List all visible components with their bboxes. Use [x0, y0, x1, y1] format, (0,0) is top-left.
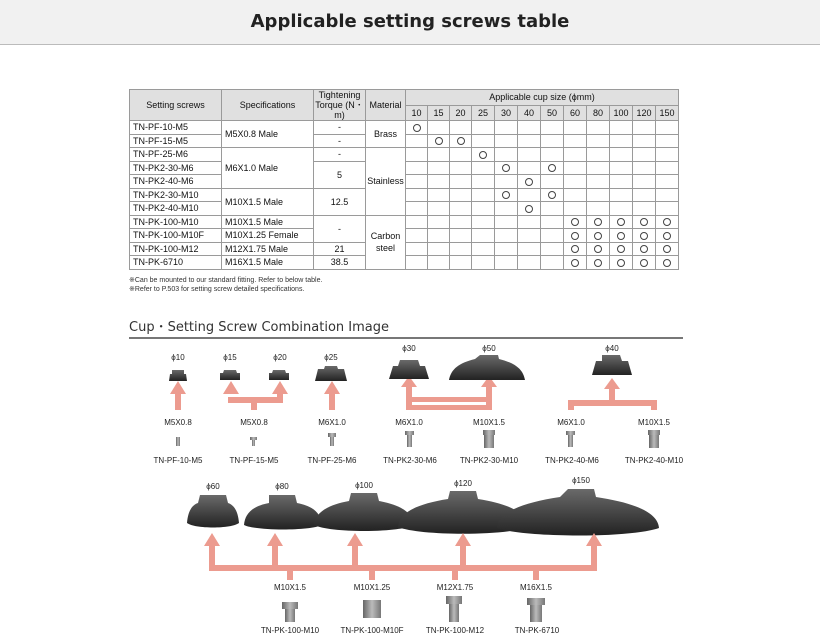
header-torque: Tightening Torque (N・m): [315, 90, 364, 120]
screw-label: TN-PF-25-M6: [307, 456, 357, 465]
material-cell: Carbon steel: [366, 215, 406, 269]
note-mounting: ※Can be mounted to our standard fitting. Refer to below table.: [129, 277, 323, 284]
torque-cell: -: [314, 134, 366, 148]
spec-cell: M10X1.5 Male: [222, 188, 314, 215]
header-material: Material: [366, 90, 406, 121]
cup-size-header: 40: [518, 105, 541, 121]
screw-name: TN-PF-10-M5: [130, 121, 222, 135]
cup-label-40: ϕ40: [605, 344, 619, 353]
screw-label: TN-PK-100-M10: [260, 626, 320, 635]
cup-size-header: 25: [472, 105, 495, 121]
torque-cell: 21: [314, 242, 366, 256]
cup-label-30: ϕ30: [402, 344, 416, 353]
torque-cell: 5: [314, 161, 366, 188]
thread-label: M10X1.25: [353, 583, 391, 592]
cup-label-20: ϕ20: [273, 353, 287, 362]
header-specifications: Specifications: [222, 90, 314, 121]
row1-thread-labels: [164, 418, 670, 427]
spec-cell: M6X1.0 Male: [222, 148, 314, 189]
note-reference: ※Refer to P.503 for setting screw detailed specifications.: [129, 286, 305, 293]
torque-cell: -: [314, 215, 366, 242]
cup-label-50: ϕ50: [482, 344, 496, 353]
screw-name: TN-PK-6710: [130, 256, 222, 270]
cup-label-100: ϕ100: [355, 481, 373, 490]
screw-label: TN-PF-15-M5: [229, 456, 279, 465]
screw-name: TN-PK2-40-M6: [130, 175, 222, 189]
section-title: Cup・Setting Screw Combination Image: [129, 316, 683, 339]
cup-label-150: ϕ150: [572, 476, 590, 485]
screw-label: TN-PK-6710: [514, 626, 560, 635]
cup-size-header: 150: [656, 105, 679, 121]
row1-arrows: [170, 376, 657, 410]
cup-size-header: 80: [587, 105, 610, 121]
header-setting-screws: Setting screws: [130, 90, 222, 121]
spec-cell: M10X1.5 Male: [222, 215, 314, 229]
cup-size-header: 15: [428, 105, 450, 121]
screw-label: TN-PK2-30-M6: [383, 456, 437, 465]
screw-label: TN-PK2-40-M10: [624, 456, 684, 465]
spec-cell: M16X1.5 Male: [222, 256, 314, 270]
torque-cell: -: [314, 148, 366, 162]
screw-name: TN-PK2-40-M10: [130, 202, 222, 216]
cup-size-header: 60: [564, 105, 587, 121]
spec-cell: M10X1.25 Female: [222, 229, 314, 243]
header-cup-size: Applicable cup size (ϕmm): [406, 90, 679, 106]
row2-thread-labels: [274, 583, 553, 592]
row2-cups: [187, 489, 659, 536]
spec-cell: M12X1.75 Male: [222, 242, 314, 256]
screw-name: TN-PK-100-M10: [130, 215, 222, 229]
torque-cell: -: [314, 121, 366, 135]
screw-label: TN-PK2-40-M6: [545, 456, 599, 465]
thread-label: M10X1.5: [472, 418, 506, 427]
thread-label: M5X0.8: [164, 418, 192, 427]
thread-label: M16X1.5: [519, 583, 553, 592]
row2-screws: [282, 596, 545, 622]
screw-name: TN-PF-15-M5: [130, 134, 222, 148]
row1-cups: [169, 355, 632, 381]
screw-name: TN-PF-25-M6: [130, 148, 222, 162]
screw-label: TN-PK2-30-M10: [459, 456, 519, 465]
spec-cell: M5X0.8 Male: [222, 121, 314, 148]
cup-label-15: ϕ15: [223, 353, 237, 362]
row1-screws: [176, 430, 660, 448]
cup-label-10: ϕ10: [171, 353, 185, 362]
torque-cell: 12.5: [314, 188, 366, 215]
material-cell: Stainless: [366, 148, 406, 216]
page-title: Applicable setting screws table: [250, 11, 570, 32]
thread-label: M6X1.0: [557, 418, 585, 427]
row1-cup-labels: [171, 344, 619, 362]
cup-size-header: 100: [610, 105, 633, 121]
cup-size-header: 120: [633, 105, 656, 121]
thread-label: M6X1.0: [395, 418, 423, 427]
cup-label-80: ϕ80: [275, 482, 289, 491]
row1-screw-labels: [154, 456, 684, 465]
cup-label-25: ϕ25: [324, 353, 338, 362]
thread-label: M10X1.5: [637, 418, 671, 427]
torque-cell: 38.5: [314, 256, 366, 270]
screw-name: TN-PK-100-M12: [130, 242, 222, 256]
screw-label: TN-PK-100-M12: [425, 626, 485, 635]
cup-size-header: 30: [495, 105, 518, 121]
cup-size-header: 10: [406, 105, 428, 121]
material-cell: Brass: [366, 121, 406, 148]
row2-arrows: [204, 533, 602, 580]
cup-size-header: 50: [541, 105, 564, 121]
cup-label-60: ϕ60: [206, 482, 220, 491]
screw-label: TN-PK-100-M10F: [340, 626, 404, 635]
thread-label: M10X1.5: [273, 583, 307, 592]
thread-label: M5X0.8: [240, 418, 268, 427]
screw-name: TN-PK-100-M10F: [130, 229, 222, 243]
row2-cup-labels: [206, 476, 590, 491]
thread-label: M12X1.75: [436, 583, 474, 592]
thread-label: M6X1.0: [318, 418, 346, 427]
cup-size-header: 20: [450, 105, 472, 121]
screw-label: TN-PF-10-M5: [153, 456, 203, 465]
screw-name: TN-PK2-30-M10: [130, 188, 222, 202]
cup-label-120: ϕ120: [454, 479, 472, 488]
screw-name: TN-PK2-30-M6: [130, 161, 222, 175]
row2-screw-labels: [261, 626, 560, 635]
